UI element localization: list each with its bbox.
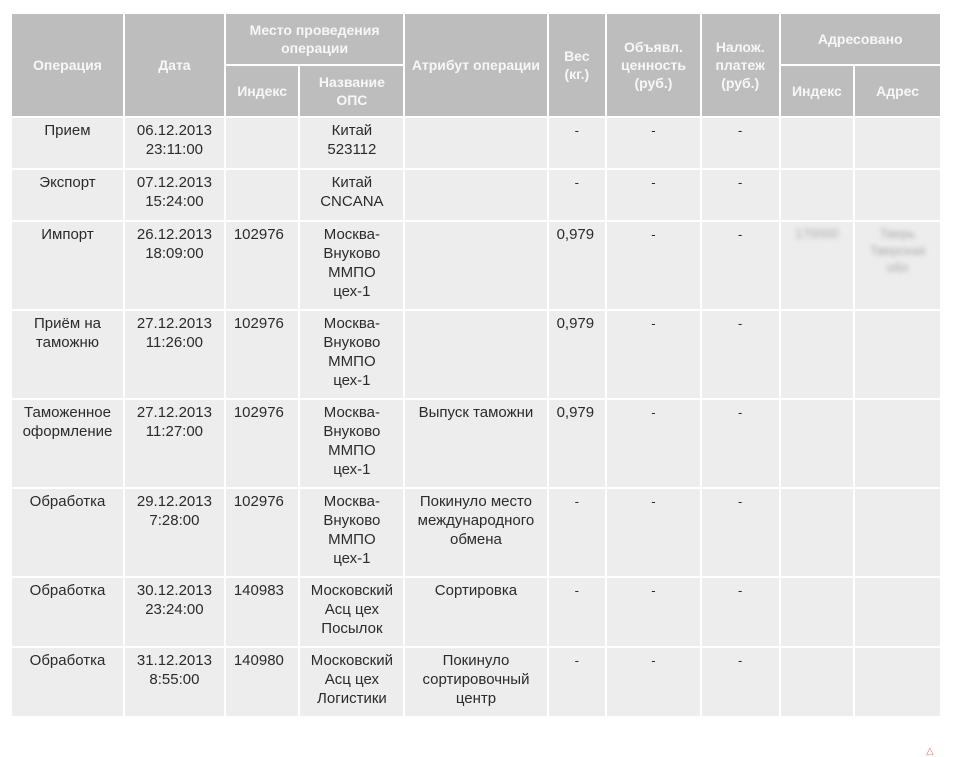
- date-value: 06.12.2013: [136, 122, 212, 139]
- declared-value-cell: [607, 578, 700, 646]
- date-cell: [125, 170, 224, 220]
- place-name-line: цех-1: [333, 283, 371, 300]
- addressed-address-cell: [855, 170, 940, 220]
- declared-value: -: [651, 494, 656, 509]
- header-date: Дата: [125, 14, 224, 116]
- declared-value: -: [651, 175, 656, 190]
- operation-name: Обработка: [29, 652, 106, 669]
- addressed-address-cell: [855, 118, 940, 168]
- attribute-line: обмена: [450, 531, 502, 548]
- operation-cell: [12, 311, 123, 398]
- place-name-line: Посылок: [321, 620, 383, 637]
- date-cell: [125, 400, 224, 487]
- weight-value: -: [574, 653, 579, 668]
- place-name-line: Московский: [310, 582, 393, 599]
- place-index-value: 102976: [233, 315, 284, 332]
- table-row: [12, 489, 940, 576]
- attribute-cell: [405, 648, 546, 716]
- addressed-address-line: Тверь: [879, 226, 916, 241]
- operation-cell: [12, 170, 123, 220]
- date-value: 27.12.2013: [136, 404, 212, 421]
- operation-name: Обработка: [29, 493, 106, 510]
- operation-cell: [12, 400, 123, 487]
- time-value: 7:28:00: [149, 512, 200, 529]
- operation-name: Импорт: [41, 226, 94, 243]
- attribute-cell: [405, 578, 546, 646]
- attribute-line: Покинуло: [442, 652, 510, 669]
- declared-value: -: [651, 405, 656, 420]
- cod-value: -: [738, 316, 743, 331]
- addressed-index-cell: [781, 489, 854, 576]
- place-name-line: Москва-: [323, 315, 380, 332]
- weight-value: 0,979: [556, 226, 595, 243]
- header-declared-value: Объявл. ценность (руб.): [607, 14, 700, 116]
- place-index-cell: [226, 578, 299, 646]
- header-place-group: Место проведения операции: [226, 14, 404, 64]
- place-name-line: Китай: [331, 122, 373, 139]
- place-index-value: 102976: [233, 226, 284, 243]
- operation-cell: [12, 489, 123, 576]
- declared-value-cell: [607, 400, 700, 487]
- addressed-index-cell: [781, 170, 854, 220]
- cod-value: -: [738, 653, 743, 668]
- date-cell: [125, 648, 224, 716]
- addressed-index-cell: [781, 648, 854, 716]
- place-name-line: Москва-: [323, 493, 380, 510]
- place-name-line: 523112: [327, 141, 377, 158]
- attribute-cell: [405, 222, 546, 309]
- place-name-line: ММПО: [328, 442, 376, 459]
- attribute-cell: [405, 489, 546, 576]
- place-name-line: Московский: [310, 652, 393, 669]
- cod-cell: [702, 222, 779, 309]
- weight-cell: [549, 170, 605, 220]
- table-row: [12, 118, 940, 168]
- attribute-cell: [405, 311, 546, 398]
- place-index-cell: [226, 311, 299, 398]
- cod-value: -: [738, 583, 743, 598]
- place-name-cell: [300, 489, 403, 576]
- place-name-cell: [300, 222, 403, 309]
- weight-cell: [549, 400, 605, 487]
- place-name-line: Асц цех: [324, 671, 379, 688]
- operation-cell: [12, 578, 123, 646]
- time-value: 18:09:00: [145, 245, 204, 262]
- declared-value-cell: [607, 222, 700, 309]
- weight-cell: [549, 489, 605, 576]
- date-value: 26.12.2013: [136, 226, 212, 243]
- operation-cell: [12, 222, 123, 309]
- declared-value: -: [651, 653, 656, 668]
- place-name-cell: [300, 311, 403, 398]
- declared-value-cell: [607, 118, 700, 168]
- place-name-cell: [300, 400, 403, 487]
- operation-name: Экспорт: [39, 174, 96, 191]
- place-name-line: Китай: [331, 174, 373, 191]
- addressed-index-cell: [781, 118, 854, 168]
- declared-value-cell: [607, 170, 700, 220]
- weight-value: -: [574, 494, 579, 509]
- time-value: 8:55:00: [149, 671, 200, 688]
- time-value: 11:26:00: [145, 334, 204, 351]
- date-cell: [125, 118, 224, 168]
- addressed-address-cell: [855, 578, 940, 646]
- date-value: 29.12.2013: [136, 493, 212, 510]
- addressed-address-cell: [855, 311, 940, 398]
- addressed-index-cell: [781, 222, 854, 309]
- declared-value-cell: [607, 648, 700, 716]
- table-row: [12, 648, 940, 716]
- place-index-cell: [226, 170, 299, 220]
- header-cod: Налож. платеж (руб.): [702, 14, 779, 116]
- declared-value-cell: [607, 311, 700, 398]
- place-name-line: Внуково: [323, 245, 381, 262]
- weight-value: -: [574, 175, 579, 190]
- weight-cell: [549, 578, 605, 646]
- time-value: 11:27:00: [145, 423, 204, 440]
- date-cell: [125, 222, 224, 309]
- date-cell: [125, 489, 224, 576]
- place-name-cell: [300, 118, 403, 168]
- place-name-cell: [300, 648, 403, 716]
- place-name-line: ММПО: [328, 353, 376, 370]
- weight-cell: [549, 648, 605, 716]
- addressed-index-cell: [781, 400, 854, 487]
- place-name-line: Москва-: [323, 226, 380, 243]
- header-weight: Вес (кг.): [549, 14, 605, 116]
- addressed-address-cell: [855, 222, 940, 309]
- place-name-line: Внуково: [323, 423, 381, 440]
- place-index-cell: [226, 222, 299, 309]
- place-index-value: 102976: [233, 404, 284, 421]
- cod-value: -: [738, 494, 743, 509]
- cod-cell: [702, 311, 779, 398]
- addressed-address-cell: [855, 648, 940, 716]
- cod-cell: [702, 489, 779, 576]
- cod-cell: [702, 578, 779, 646]
- place-name-line: Логистики: [317, 690, 387, 707]
- declared-value: -: [651, 316, 656, 331]
- place-index-cell: [226, 489, 299, 576]
- header-addressed-index: Индекс: [781, 66, 854, 116]
- place-name-cell: [300, 170, 403, 220]
- weight-value: -: [574, 583, 579, 598]
- table-row: [12, 170, 940, 220]
- place-name-line: ММПО: [328, 264, 376, 281]
- header-place-name: Название ОПС: [300, 66, 403, 116]
- cod-value: -: [738, 175, 743, 190]
- date-value: 27.12.2013: [136, 315, 212, 332]
- addressed-address-cell: [855, 489, 940, 576]
- operation-name: Таможенное оформление: [22, 404, 113, 440]
- declared-value: -: [651, 123, 656, 138]
- cod-cell: [702, 118, 779, 168]
- place-name-line: Асц цех: [324, 601, 379, 618]
- weight-value: 0,979: [556, 404, 595, 421]
- table-row: [12, 222, 940, 309]
- place-index-cell: [226, 400, 299, 487]
- cod-cell: [702, 170, 779, 220]
- declared-value: -: [651, 583, 656, 598]
- date-value: 31.12.2013: [136, 652, 212, 669]
- header-place-index: Индекс: [226, 66, 299, 116]
- place-name-line: Внуково: [323, 334, 381, 351]
- place-name-line: цех-1: [333, 372, 371, 389]
- cod-value: -: [738, 227, 743, 242]
- operation-cell: [12, 648, 123, 716]
- cod-cell: [702, 400, 779, 487]
- place-name-cell: [300, 578, 403, 646]
- table-row: [12, 578, 940, 646]
- tracking-history-table: [10, 12, 942, 718]
- cod-value: -: [738, 405, 743, 420]
- place-name-line: цех-1: [333, 461, 371, 478]
- place-index-cell: [226, 118, 299, 168]
- addressed-address-line: Тверская обл: [869, 243, 926, 275]
- declared-value-cell: [607, 489, 700, 576]
- addressed-index-cell: [781, 578, 854, 646]
- operation-name: Обработка: [29, 582, 106, 599]
- time-value: 15:24:00: [145, 193, 204, 210]
- cod-cell: [702, 648, 779, 716]
- weight-value: 0,979: [556, 315, 595, 332]
- place-index-cell: [226, 648, 299, 716]
- header-operation: Операция: [12, 14, 123, 116]
- corner-mark-icon: △: [926, 746, 934, 757]
- place-index-value: 140980: [233, 652, 284, 669]
- date-value: 30.12.2013: [136, 582, 212, 599]
- addressed-address-cell: [855, 400, 940, 487]
- place-name-line: Внуково: [323, 512, 381, 529]
- attribute-line: международного: [417, 512, 535, 529]
- declared-value: -: [651, 227, 656, 242]
- weight-cell: [549, 222, 605, 309]
- date-cell: [125, 311, 224, 398]
- operation-cell: [12, 118, 123, 168]
- operation-name: Приём на таможню: [34, 315, 101, 351]
- time-value: 23:11:00: [145, 141, 204, 158]
- attribute-cell: [405, 118, 546, 168]
- date-value: 07.12.2013: [136, 174, 212, 191]
- table-row: [12, 311, 940, 398]
- header-attribute: Атрибут операции: [405, 14, 546, 116]
- attribute-line: Выпуск таможни: [418, 404, 534, 421]
- table-body: [12, 118, 940, 716]
- attribute-line: сортировочный: [422, 671, 530, 688]
- attribute-cell: [405, 170, 546, 220]
- attribute-line: Покинуло место: [419, 493, 533, 510]
- place-name-line: CNCANA: [320, 193, 384, 210]
- place-index-value: 102976: [233, 493, 284, 510]
- table-row: [12, 400, 940, 487]
- attribute-line: Сортировка: [434, 582, 518, 599]
- place-name-line: ММПО: [328, 531, 376, 548]
- addressed-index-cell: [781, 311, 854, 398]
- operation-name: Прием: [44, 122, 91, 139]
- place-name-line: цех-1: [333, 550, 371, 567]
- cod-value: -: [738, 123, 743, 138]
- time-value: 23:24:00: [145, 601, 204, 618]
- attribute-cell: [405, 400, 546, 487]
- header-addressed-address: Адрес: [855, 66, 940, 116]
- date-cell: [125, 578, 224, 646]
- weight-cell: [549, 311, 605, 398]
- weight-cell: [549, 118, 605, 168]
- place-name-line: Москва-: [323, 404, 380, 421]
- addressed-index-value: 170000: [795, 226, 839, 241]
- place-index-value: 140983: [233, 582, 284, 599]
- weight-value: -: [574, 123, 579, 138]
- attribute-line: центр: [455, 690, 497, 707]
- header-addressed-group: Адресовано: [781, 14, 940, 64]
